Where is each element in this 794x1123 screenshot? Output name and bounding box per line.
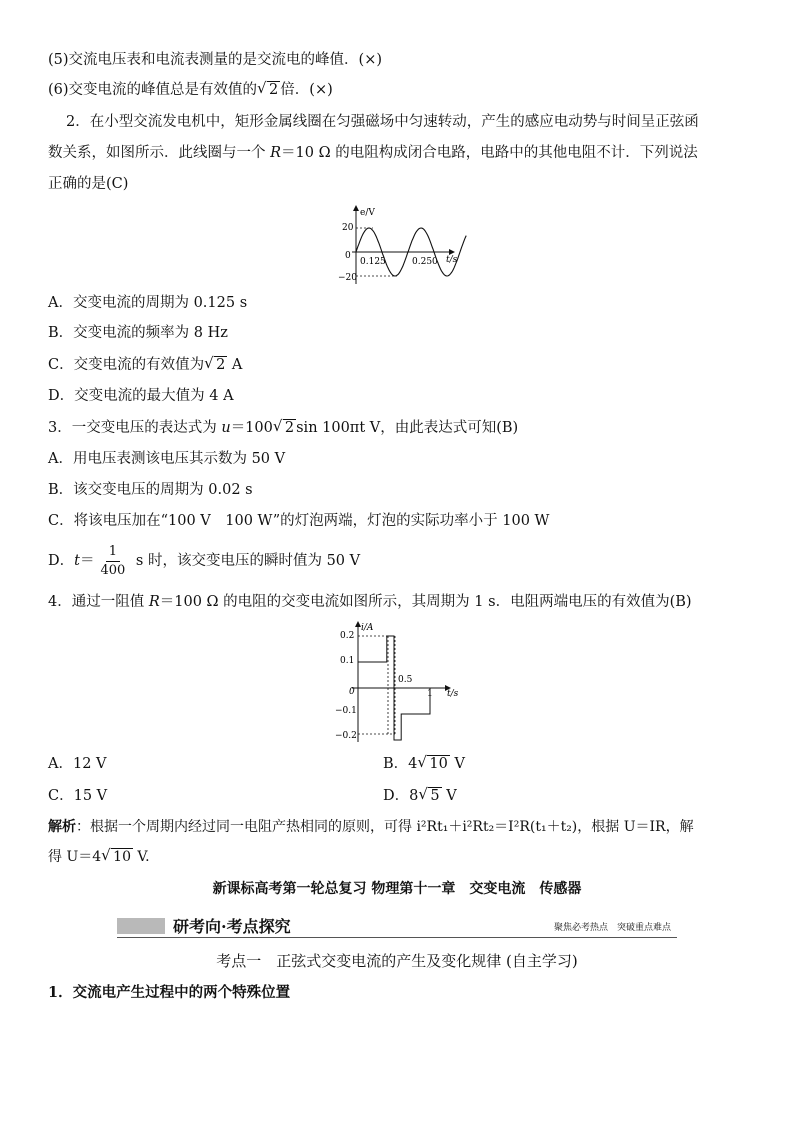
subsection-title: 1．交流电产生过程中的两个特殊位置 — [48, 984, 291, 1001]
q4-x-label: t/s — [447, 689, 459, 699]
q2-ytick-20: 20 — [342, 223, 354, 233]
section-tagline: 聚焦必考热点 突破重点难点 — [553, 923, 671, 933]
judge-item-5: (5)交流电压表和电流表测量的是交流电的峰值．(×) — [48, 52, 383, 68]
book-running-title: 新课标高考第一轮总复习 物理第十一章 交变电流 传感器 — [212, 881, 582, 897]
q4-xtick-1: 1 — [427, 689, 433, 699]
section-header-block — [117, 918, 165, 934]
q3-option-a: A．用电压表测该电压其示数为 50 V — [48, 451, 286, 467]
q2-stem-line1: 2．在小型交流发电机中，矩形金属线圈在匀强磁场中匀速转动，产生的感应电动势与时间呈正弦函 — [66, 114, 699, 130]
q4-ytick-01: 0.1 — [340, 656, 355, 666]
q4-option-b: B．4√ 10 V — [383, 754, 465, 774]
section-rule — [117, 937, 677, 939]
section-header-bar — [117, 914, 677, 938]
q4-option-a: A．12 V — [48, 756, 107, 772]
q4-option-c: C．15 V — [48, 788, 108, 804]
q2-ytick-0: 0 — [345, 251, 351, 261]
q4-stem: 4．通过一阻值 R＝100 Ω 的电阻的交变电流如图所示，其周期为 1 s．电阻两端电压的有效值为(B) — [48, 594, 692, 610]
q4-square-wave-chart — [330, 620, 465, 744]
q2-option-c: C．交变电流的有效值为√ 2 A — [48, 355, 242, 375]
q4-xtick-05: 0.5 — [398, 675, 413, 685]
q4-ytick-neg01: −0.1 — [335, 706, 357, 716]
q3-option-d: D．t＝ $\frac{1}{400}$ s 时，该交变电压的瞬时值为 50 V — [48, 543, 361, 578]
q4-y-label: i/A — [361, 623, 374, 633]
q2-x-label: t/s — [446, 255, 458, 265]
q2-option-b: B．交变电流的频率为 8 Hz — [48, 325, 228, 341]
q2-option-d: D．交变电流的最大值为 4 A — [48, 388, 234, 404]
q2-stem-line2: 数关系，如图所示．此线圈与一个 R＝10 Ω 的电阻构成闭合电路，电路中的其他电阻不计．下列说法 — [48, 145, 698, 161]
q3-stem: 3．一交变电压的表达式为 u＝100√ 2 sin 100πt V，由此表达式可知(B) — [48, 418, 518, 438]
q2-xtick-0250: 0.250 — [412, 257, 438, 267]
q2-y-label: e/V — [360, 208, 375, 218]
judge-item-6: (6)交变电流的峰值总是有效值的√ 2 倍．(×) — [48, 80, 333, 100]
section-title: 研考向·考点探究 — [173, 917, 291, 936]
q4-ytick-02: 0.2 — [340, 631, 355, 641]
q3-option-b: B．该交变电压的周期为 0.02 s — [48, 482, 253, 498]
q4-ytick-neg02: −0.2 — [335, 731, 357, 741]
q4-analysis-line2: 得 U＝4√ 10 V. — [48, 847, 150, 867]
q4-ytick-0: 0 — [349, 687, 355, 697]
q4-option-d: D．8√ 5 V — [383, 786, 457, 806]
q2-option-a: A．交变电流的周期为 0.125 s — [48, 295, 248, 311]
q4-analysis-line1: 解析：根据一个周期内经过同一电阻产热相同的原则，可得 i²Rt₁＋i²Rt₂＝I²R(t₁＋t₂)，根据 U＝IR，解 — [48, 819, 694, 835]
q3-option-c: C．将该电压加在“100 V 100 W”的灯泡两端，灯泡的实际功率小于 100 W — [48, 513, 550, 529]
q2-stem-line3: 正确的是(C) — [48, 176, 129, 192]
kaodian-title: 考点一 正弦式交变电流的产生及变化规律 (自主学习) — [216, 952, 578, 970]
q2-sine-chart — [330, 202, 470, 288]
q2-xtick-0125: 0.125 — [360, 257, 386, 267]
q2-ytick-neg20: −20 — [338, 273, 357, 283]
